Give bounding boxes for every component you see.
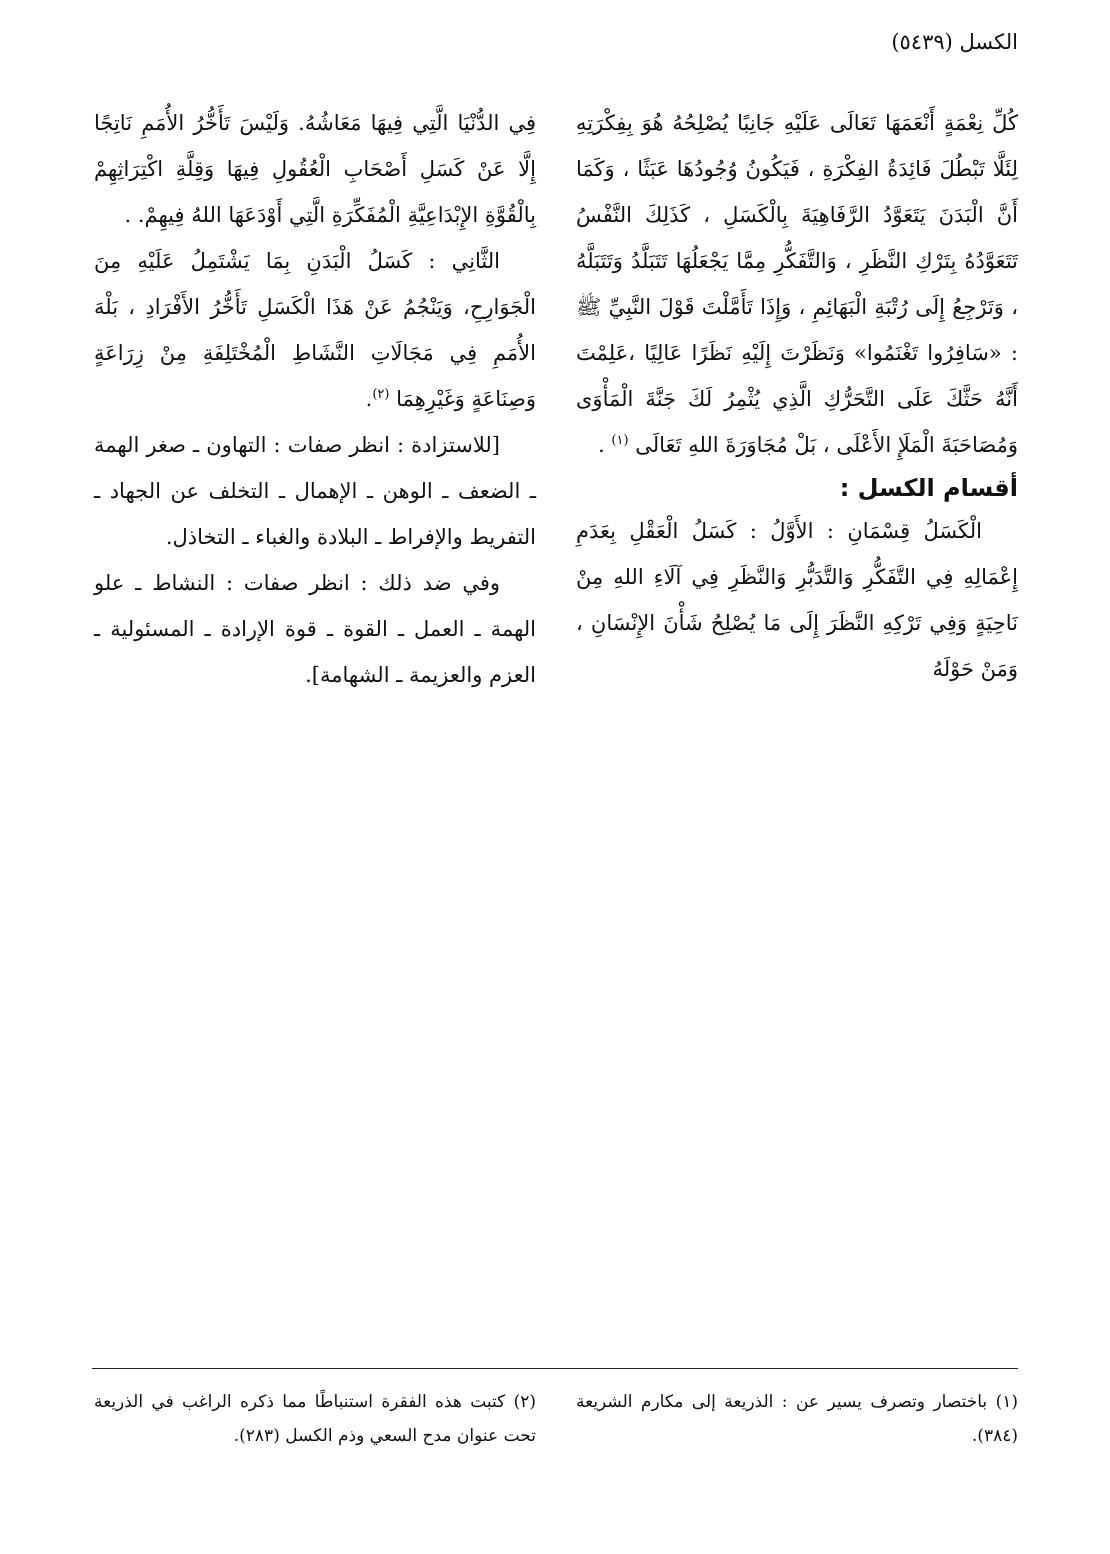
footnote-ref-2: (٢) [372, 387, 390, 402]
section-title: أقسام الكسل : [839, 474, 1018, 502]
running-header: الكسل (٥٤٣٩) [891, 30, 1018, 54]
paragraph-end: . [365, 387, 373, 411]
paragraph-text: الثَّانِي : كَسَلُ الْبَدَنِ بِمَا يَشْتَمِلُ عَلَيْهِ مِنَ الْجَوَارِحِ، وَيَنْجُمُ عَنْ هَذَا الْكَسَلِ تَأَخُّرُ الأَفْرَادِ ، بَلْهَ الأُمَمِ فِي مَجَالَاتِ النَّشَاطِ الْمُخْتَلِفَةِ مِنْ زِرَاعَةٍ وَصِنَاعَةٍ وَغَيْرِهِمَا [94, 249, 536, 411]
paragraph-types-first: الْكَسَلُ قِسْمَانِ : الأَوَّلُ : كَسَلُ الْعَقْلِ بِعَدَمِ إِعْمَالِهِ فِي التَّفَكُّرِ وَالتَّدَبُّرِ وَالنَّظَرِ فِي آلَاءِ اللهِ مِنْ نَاحِيَةٍ وَفِي تَرْكِهِ النَّظَرَ إِلَى مَا يُصْلِحُ شَأْنَ الإِنْسَانِ ، وَمَنْ حَوْلَهُ [576, 519, 1018, 681]
paragraph-types-second [94, 238, 536, 422]
footnote-separator [92, 1368, 1018, 1369]
footnote-2: (٢) كتبت هذه الفقرة استنباطًا مما ذكره الراغب في الذريعة تحت عنوان مدح السعي وذم الكسل (٢٨٣). [94, 1392, 536, 1446]
footnote-ref-1: (١) [611, 433, 629, 448]
right-column [576, 100, 1018, 692]
paragraph-nations: فِي الدُّنْيَا الَّتِي فِيهَا مَعَاشُهُ. وَلَيْسَ تَأَخُّرُ الأُمَمِ نَاتِجًا إِلَّا عَنْ كَسَلِ أَصْحَابِ الْعُقُولِ فِيهَا وَقِلَّةِ اكْتِرَاثِهِمْ بِالْقُوَّةِ الإِبْدَاعِيَّةِ الْمُفَكِّرَةِ الَّتِي أَوْدَعَهَا اللهُ فِيهِمْ. . [94, 111, 536, 227]
paragraph-blessing [576, 100, 1018, 468]
left-column [94, 100, 536, 698]
paragraph-end: . [598, 433, 612, 457]
paragraph-text: كُلِّ نِعْمَةٍ أَنْعَمَهَا تَعَالَى عَلَيْهِ جَانِبًا يُصْلِحُهُ هُوَ بِفِكْرَتِهِ لِئَلَّا تَبْطُلَ فَائِدَةُ الفِكْرَةِ ، فَيَكُونُ وُجُودُهَا عَبَثًا ، وَكَمَا أَنَّ الْبَدَنَ يَتَعَوَّدُ الرَّفَاهِيَةَ بِالْكَسَلِ ، كَذَلِكَ النَّفْسُ تَتَعَوَّدُهُ بِتَرْكِ النَّظَرِ ، وَالتَّفَكُّرِ مِمَّا يَجْعَلُهَا تَتَبَلَّدُ وَتَتَبَلَّهُ ، وَتَرْجِعُ إِلَى رُتْبَةِ الْبَهَائِمِ ، وَإِذَا تَأَمَّلْتَ قَوْلَ النَّبِيِّ ﷺ : «سَافِرُوا تَغْنَمُوا» وَنَظَرْتَ إِلَيْهِ نَظَرًا عَالِيًا ،عَلِمْتَ أَنَّهُ حَثَّكَ عَلَى التَّحَرُّكِ الَّذِي يُثْمِرُ لَكَ جَنَّةَ الْمَأْوَى وَمُصَاحَبَةَ الْمَلَإِ الأَعْلَى ، بَلْ مُجَاوَرَةَ اللهِ تَعَالَى [576, 111, 1018, 457]
footnote-1: (١) باختصار وتصرف يسير عن : الذريعة إلى مكارم الشريعة (٣٨٤). [576, 1392, 1018, 1446]
paragraph-see-also: [للاستزادة : انظر صفات : التهاون ـ صغر الهمة ـ الضعف ـ الوهن ـ الإهمال ـ التخلف عن الجهاد ـ التفريط والإفراط ـ البلادة والغباء ـ التخاذل. [94, 433, 536, 549]
paragraph-opposites: وفي ضد ذلك : انظر صفات : النشاط ـ علو الهمة ـ العمل ـ القوة ـ قوة الإرادة ـ المسئولية ـ العزم والعزيمة ـ الشهامة]. [94, 571, 536, 687]
